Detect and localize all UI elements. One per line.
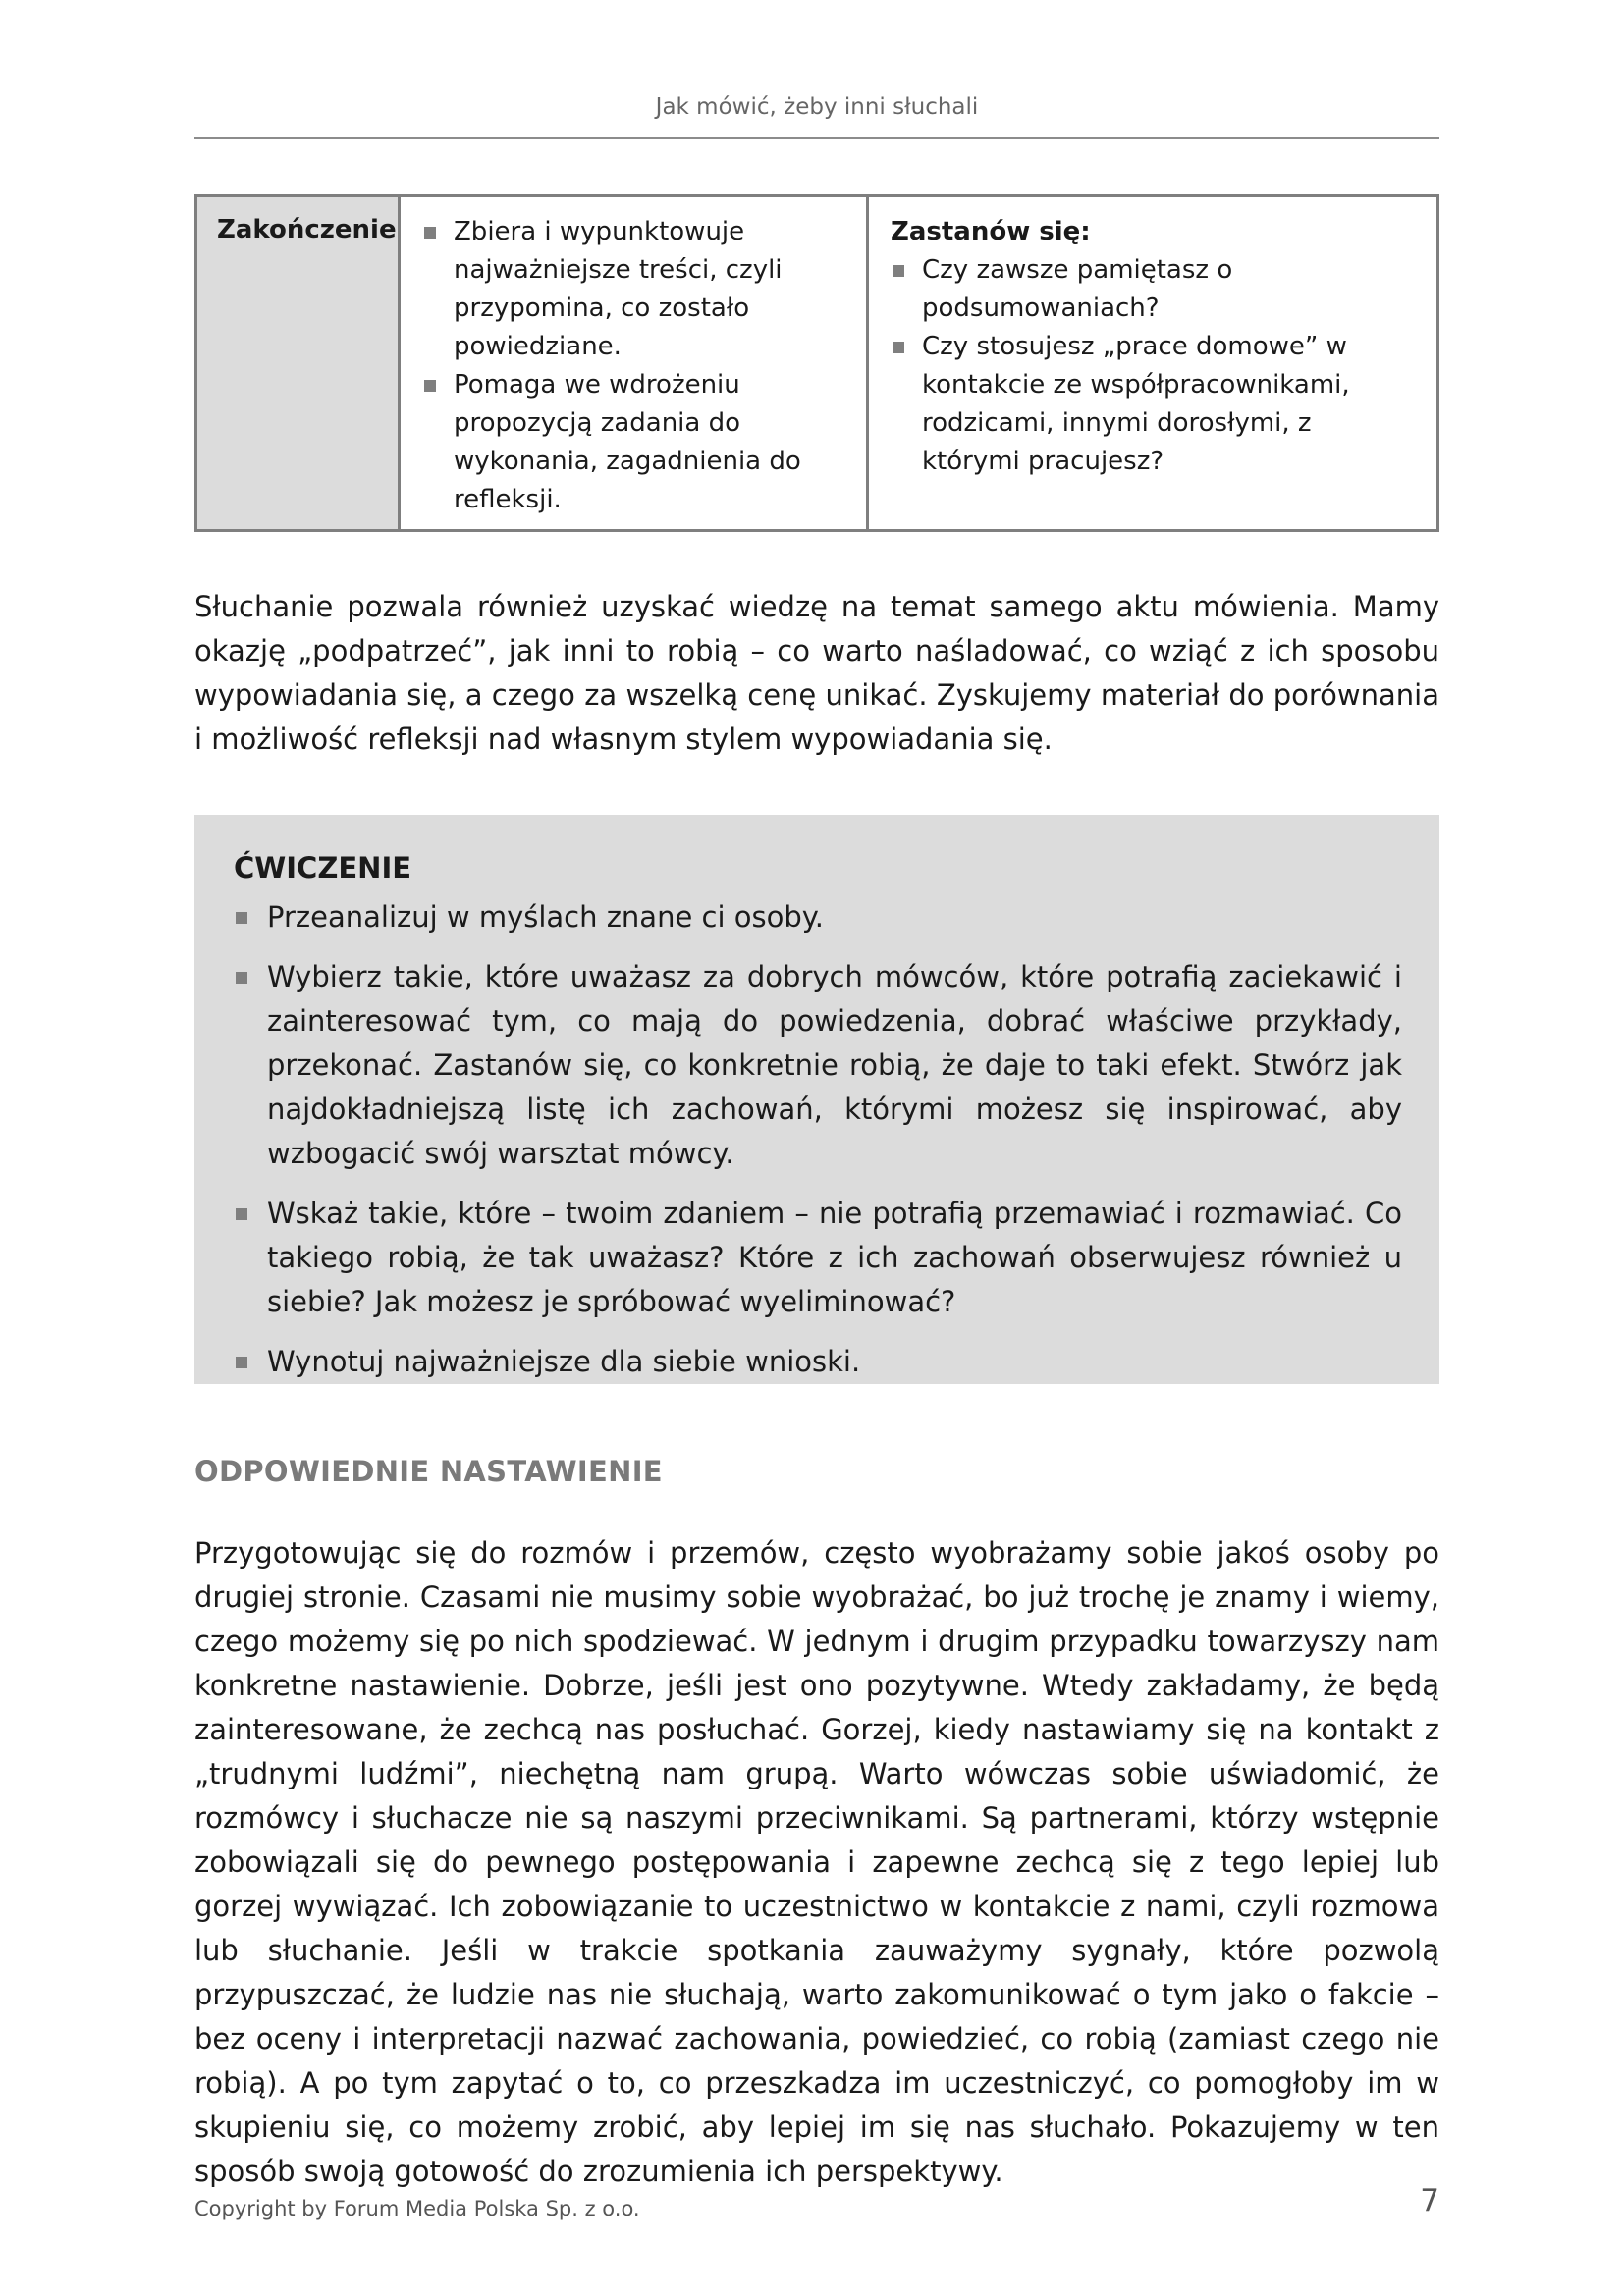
square-bullet-icon (893, 265, 904, 277)
list-item-text: Czy stosujesz „prace domowe” w kontakcie ze współpracownikami, rodzicami, innymi dorosłymi, z którymi pracujesz? (922, 332, 1350, 476)
list-item-text: Zbiera i wypunktowuje najważniejsze treści, czyli przypomina, co zostało powiedziane. (454, 217, 783, 361)
list-item-text: Pomaga we wdrożeniu propozycją zadania do wykonania, zagadnienia do refleksji. (454, 370, 801, 514)
list-item (234, 1192, 1402, 1324)
square-bullet-icon (236, 972, 247, 984)
table-middle-cell (401, 197, 869, 529)
exercise-title: ĆWICZENIE (234, 851, 412, 884)
list-item-text: Czy zawsze pamiętasz o podsumowaniach? (922, 255, 1233, 323)
header-rule (194, 137, 1439, 139)
cell-heading: Zastanów się: (891, 217, 1091, 246)
square-bullet-icon (424, 227, 436, 239)
square-bullet-icon (424, 380, 436, 392)
list-item (234, 895, 1402, 939)
section-heading: ODPOWIEDNIE NASTAWIENIE (194, 1455, 663, 1488)
square-bullet-icon (236, 912, 247, 924)
table-right-cell (869, 197, 1436, 529)
square-bullet-icon (893, 342, 904, 353)
exercise-list (234, 895, 1402, 1384)
footer-copyright: Copyright by Forum Media Polska Sp. z o.o. (194, 2197, 640, 2220)
exercise-box (194, 815, 1439, 1384)
middle-bullet-list (422, 213, 846, 519)
page-number: 7 (1420, 2183, 1439, 2218)
list-item-text: Przeanalizuj w myślach znane ci osoby. (267, 900, 824, 934)
right-bullet-list (891, 251, 1417, 481)
body-paragraph: Słuchanie pozwala również uzyskać wiedzę na temat samego aktu mówienia. Mamy okazję „podpatrzeć”, jak inni to robią – co warto naśladować, co wziąć z ich sposobu wypowiadania się, a czego za wszelką cenę unikać. Zyskujemy materiał do porównania i możliwość refleksji nad własnym stylem wypowiadania się. (194, 590, 1439, 756)
list-item (891, 251, 1417, 328)
list-item-text: Wynotuj najważniejsze dla siebie wnioski. (267, 1345, 861, 1378)
list-item (422, 213, 846, 366)
list-item (891, 328, 1417, 481)
list-item-text: Wybierz takie, które uważasz za dobrych mówców, które potrafią zaciekawić i zainteresować tym, co mają do powiedzenia, dobrać właściwe przykłady, przekonać. Zastanów się, co konkretnie robią, że daje to taki efekt. Stwórz jak najdokładniejszą listę ich zachowań, którymi możesz się inspirować, aby wzbogacić swój warsztat mówcy. (267, 960, 1402, 1170)
summary-table (194, 194, 1439, 532)
list-item (422, 366, 846, 519)
running-header: Jak mówić, żeby inni słuchali (655, 94, 979, 120)
table-row-label: Zakończenie (197, 197, 401, 529)
square-bullet-icon (236, 1357, 247, 1368)
list-item (234, 955, 1402, 1176)
list-item-text: Wskaż takie, które – twoim zdaniem – nie potrafią przemawiać i rozmawiać. Co takiego robią, że tak uważasz? Które z ich zachowań obserwujesz również u siebie? Jak możesz je spróbować wyeliminować? (267, 1197, 1402, 1318)
body-paragraph: Przygotowując się do rozmów i przemów, często wyobrażamy sobie jakoś osoby po drugiej stronie. Czasami nie musimy sobie wyobrażać, bo już trochę je znamy i wiemy, czego możemy się po nich spodziewać. W jednym i drugim przypadku towarzyszy nam konkretne nastawienie. Dobrze, jeśli jest ono pozytywne. Wtedy zakładamy, że będą zainteresowane, że zechcą nas posłuchać. Gorzej, kiedy nastawiamy się na kontakt z „trudnymi ludźmi”, niechętną nam grupą. Warto wówczas sobie uświadomić, że rozmówcy i słuchacze nie są naszymi przeciwnikami. Są partnerami, którzy wstępnie zobowiązali się do pewnego postępowania i zapewne zechcą się z tego lepiej lub gorzej wywiązać. Ich zobowiązanie to uczestnictwo w kontakcie z nami, czyli rozmowa lub słuchanie. Jeśli w trakcie spotkania zauważymy sygnały, które pozwolą przypuszczać, że ludzie nas nie słuchają, warto zakomunikować o tym jako o fakcie – bez oceny i interpretacji nazwać zachowania, powiedzieć, co robią (zamiast czego nie robią). A po tym zapytać o to, co przeszkadza im uczestniczyć, co pomogłoby im w skupieniu się, co możemy zrobić, aby lepiej im się nas słuchało. Pokazujemy w ten sposób swoją gotowość do zrozumienia ich perspektywy. (194, 1536, 1439, 2188)
square-bullet-icon (236, 1208, 247, 1220)
list-item (234, 1340, 1402, 1384)
